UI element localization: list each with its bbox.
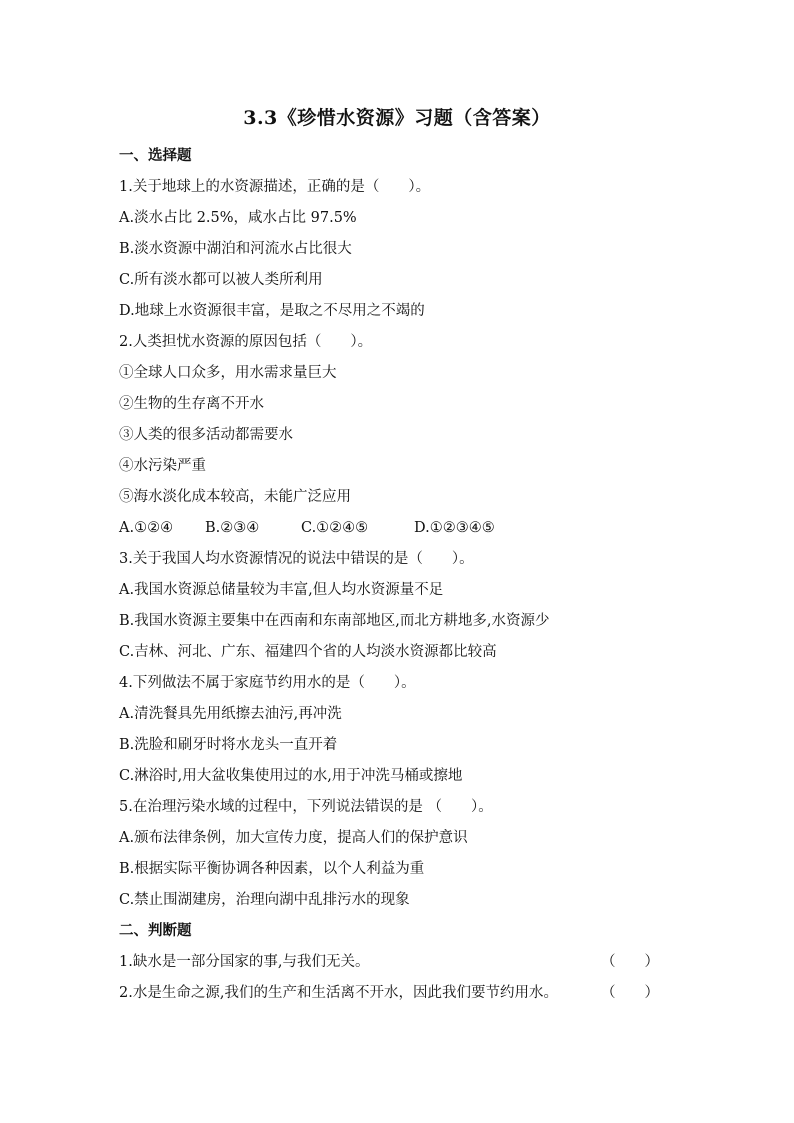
question-5-stem: 5.在治理污染水域的过程中，下列说法错误的是 （ ）。 — [119, 799, 493, 815]
question-2-options — [119, 513, 679, 544]
judgement-item-1-answer-blank: （ ） — [601, 954, 659, 970]
question-2-item-1: ①全球人口众多，用水需求量巨大 — [119, 365, 337, 381]
question-2-option-b: B.②③④ — [205, 520, 260, 536]
question-1-option-c: C.所有淡水都可以被人类所利用 — [119, 272, 323, 288]
judgement-item-2-text: 2.水是生命之源,我们的生产和生活离不开水，因此我们要节约用水。 — [119, 985, 558, 1001]
question-2-item-3: ③人类的很多活动都需要水 — [119, 427, 293, 443]
question-2-item-5: ⑤海水淡化成本较高，未能广泛应用 — [119, 489, 351, 505]
question-2-stem: 2.人类担忧水资源的原因包括（ ）。 — [119, 334, 373, 350]
question-3-option-a: A.我国水资源总储量较为丰富,但人均水资源量不足 — [119, 582, 444, 598]
section-heading-choice: 一、选择题 — [119, 148, 192, 164]
question-4-option-a: A.清洗餐具先用纸擦去油污,再冲洗 — [119, 706, 342, 722]
question-4-option-b: B.洗脸和刷牙时将水龙头一直开着 — [119, 737, 338, 753]
question-4-option-c: C.淋浴时,用大盆收集使用过的水,用于冲洗马桶或擦地 — [119, 768, 463, 784]
question-5-option-b: B.根据实际平衡协调各种因素，以个人利益为重 — [119, 861, 425, 877]
question-1-option-a: A.淡水占比 2.5%，咸水占比 97.5% — [119, 210, 357, 226]
question-2-option-c: C.①②④⑤ — [301, 520, 369, 536]
question-2-item-4: ④水污染严重 — [119, 458, 206, 474]
question-2-option-d: D.①②③④⑤ — [414, 520, 495, 536]
judgement-item-2-answer-blank: （ ） — [601, 985, 659, 1001]
question-1-option-d: D.地球上水资源很丰富，是取之不尽用之不竭的 — [119, 303, 425, 319]
section-heading-judgement: 二、判断题 — [119, 923, 192, 939]
judgement-item-2 — [119, 978, 659, 1009]
question-4-stem: 4.下列做法不属于家庭节约用水的是（ ）。 — [119, 675, 416, 691]
question-5-option-a: A.颁布法律条例，加大宣传力度，提高人们的保护意识 — [119, 830, 468, 846]
question-3-stem: 3.关于我国人均水资源情况的说法中错误的是（ ）。 — [119, 551, 474, 567]
question-2-option-a: A.①②④ — [119, 520, 174, 536]
worksheet-content — [119, 141, 679, 1009]
question-1-stem: 1.关于地球上的水资源描述，正确的是（ ）。 — [119, 179, 431, 195]
page-title: 3.3《珍惜水资源》习题（含答案） — [243, 107, 551, 129]
question-5-option-c: C.禁止围湖建房，治理向湖中乱排污水的现象 — [119, 892, 410, 908]
question-3-option-b: B.我国水资源主要集中在西南和东南部地区,而北方耕地多,水资源少 — [119, 613, 550, 629]
question-2-item-2: ②生物的生存离不开水 — [119, 396, 264, 412]
judgement-item-1 — [119, 947, 659, 978]
judgement-item-1-text: 1.缺水是一部分国家的事,与我们无关。 — [119, 954, 370, 970]
question-3-option-c: C.吉林、河北、广东、福建四个省的人均淡水资源都比较高 — [119, 644, 497, 660]
question-1-option-b: B.淡水资源中湖泊和河流水占比很大 — [119, 241, 352, 257]
